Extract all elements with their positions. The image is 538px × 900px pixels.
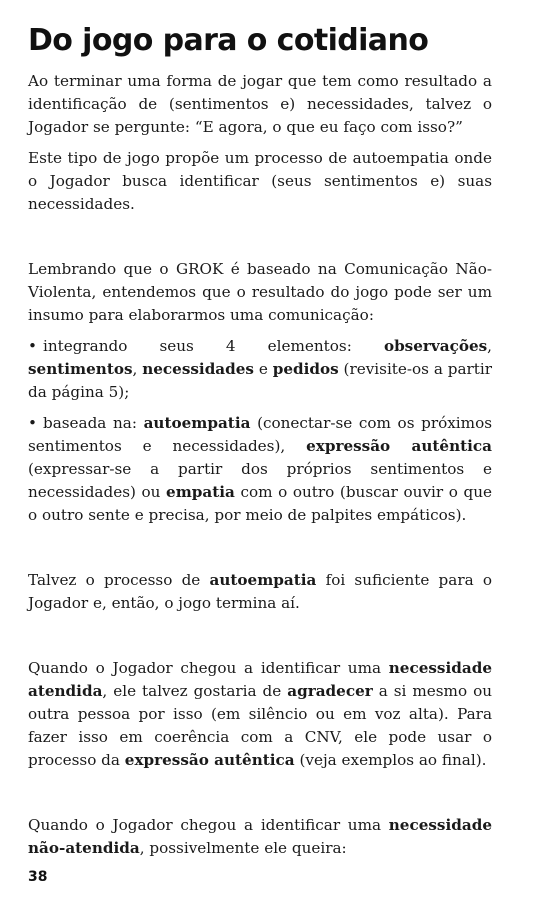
text-run: a si mesmo ou outra pessoa por isso (em silêncio ou em voz alta). Para fazer isso em coerência com a CNV, ele pode usar o processo da	[28, 681, 493, 769]
text-run: , ele talvez gostaria de	[102, 681, 288, 700]
page-number: 38	[28, 869, 48, 885]
bold-term: agradecer	[287, 681, 373, 700]
list-item	[28, 335, 492, 404]
paragraph-game-ends	[28, 569, 492, 615]
bold-term: autoempatia	[209, 570, 317, 589]
bold-term: expressão autêntica	[306, 436, 492, 455]
list-item	[28, 412, 492, 527]
text-run: (veja exemplos ao final).	[294, 750, 487, 769]
text-run: ,	[132, 359, 143, 378]
bold-term: expressão autêntica	[124, 750, 295, 769]
bold-term: autoempatia	[143, 413, 251, 432]
bold-term: observações	[383, 336, 488, 355]
bold-term: necessidade atendida	[28, 658, 492, 700]
bullet-marker: •	[28, 413, 37, 432]
text-run: com o outro (buscar ouvir o que o outro sente e precisa, por meio de palpites empáticos).	[28, 482, 492, 524]
page-content	[28, 22, 492, 860]
paragraph-grok-cnv: Lembrando que o GROK é baseado na Comunicação Não-Violenta, entendemos que o resultado do jogo pode ser um insumo para elaborarmos uma comunicação:	[28, 259, 492, 324]
text-run: foi suficiente para o Jogador e, então, o jogo termina aí.	[28, 570, 492, 612]
text-run: Talvez o processo de	[28, 570, 210, 589]
page-title: Do jogo para o cotidiano	[28, 23, 429, 58]
bold-term: empatia	[166, 482, 235, 501]
bold-term: necessidades	[142, 359, 254, 378]
bold-term: necessidade não-atendida	[28, 815, 492, 857]
text-run: , possivelmente ele queira:	[139, 838, 347, 857]
text-run: Quando o Jogador chegou a identificar uma	[28, 815, 389, 834]
paragraph-need-unmet	[28, 814, 492, 860]
text-run: (expressar-se a partir dos próprios sentimentos e necessidades) ou	[28, 459, 492, 501]
paragraph-intro: Ao terminar uma forma de jogar que tem como resultado a identificação de (sentimentos e) necessidades, talvez o Jogador se pergunte: “E agora, o que eu faço com isso?”	[28, 71, 492, 136]
paragraph-autoempathy: Este tipo de jogo propõe um processo de autoempatia onde o Jogador busca identificar (seus sentimentos e) suas necessidades.	[28, 148, 492, 213]
bullet-marker: •	[28, 336, 37, 355]
text-run: Quando o Jogador chegou a identificar uma	[28, 658, 389, 677]
text-run: e	[253, 359, 273, 378]
bold-term: sentimentos	[28, 359, 133, 378]
paragraph-need-met	[28, 657, 492, 772]
text-run: ,	[487, 336, 492, 355]
text-run: (revisite-os a partir da página 5);	[28, 359, 492, 401]
text-run: baseada na:	[42, 413, 144, 432]
bold-term: pedidos	[272, 359, 339, 378]
bullet-list	[28, 335, 492, 527]
text-run: (conectar-se com os próximos sentimentos e necessidades),	[28, 413, 493, 455]
text-run: integrando seus 4 elementos:	[42, 336, 384, 355]
